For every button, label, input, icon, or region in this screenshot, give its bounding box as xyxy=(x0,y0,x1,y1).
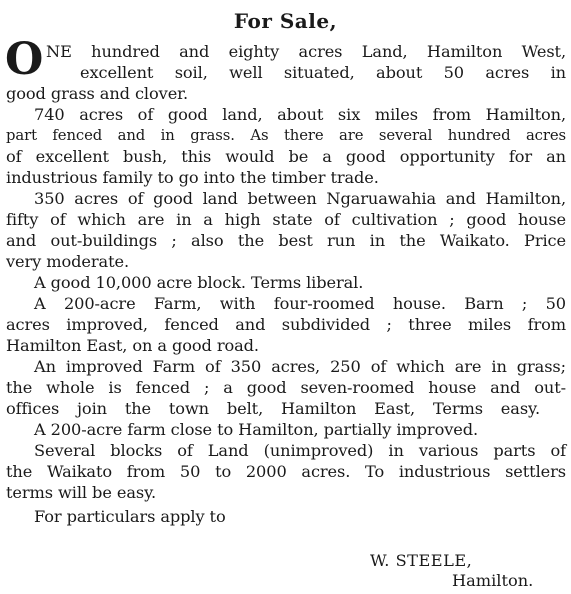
notice-line: A good 10,000 acre block. Terms liberal. xyxy=(34,273,364,292)
notice-line: Several blocks of Land (unimproved) in various parts of xyxy=(34,441,566,460)
notice-line: part fenced and in grass. As there are several hundred acres xyxy=(6,127,566,144)
notice-line: and out-buildings ; also the best run in the Waikato. Price xyxy=(6,231,566,250)
notice-line: terms will be easy. xyxy=(6,483,157,502)
signature-place: Hamilton. xyxy=(452,571,534,590)
notice-line: A 200-acre farm close to Hamilton, partially improved. xyxy=(34,420,479,439)
notice-line: good grass and clover. xyxy=(6,84,189,103)
notice-line: the Waikato from 50 to 2000 acres. To industrious settlers xyxy=(6,462,566,481)
signature-name: W. STEELE, xyxy=(370,551,473,570)
notice-line: For particulars apply to xyxy=(34,507,226,526)
notice-line: NE hundred and eighty acres Land, Hamilton West, xyxy=(46,42,566,61)
notice-line: very moderate. xyxy=(6,252,130,271)
notice-line: the whole is fenced ; a good seven-roomed house and out- xyxy=(6,378,566,397)
notice-line: acres improved, fenced and subdivided ; three miles from xyxy=(6,315,566,334)
notice-title: For Sale, xyxy=(233,9,338,33)
notice-line: fifty of which are in a high state of cultivation ; good house xyxy=(6,210,566,229)
notice-line: Hamilton East, on a good road. xyxy=(6,336,259,355)
notice-line: of excellent bush, this would be a good opportunity for an xyxy=(6,147,566,166)
notice-line: A 200-acre Farm, with four-roomed house. Barn ; 50 xyxy=(34,294,566,313)
drop-cap: O xyxy=(5,34,44,85)
notice-line: offices join the town belt, Hamilton East, Terms easy. xyxy=(6,399,540,418)
notice-line: excellent soil, well situated, about 50 acres in xyxy=(80,63,566,82)
notice-line: industrious family to go into the timber trade. xyxy=(6,168,379,187)
notice-line: An improved Farm of 350 acres, 250 of which are in grass; xyxy=(34,357,566,376)
notice-line: 350 acres of good land between Ngaruawahia and Hamilton, xyxy=(34,189,566,208)
notice-line: 740 acres of good land, about six miles from Hamilton, xyxy=(34,105,566,124)
